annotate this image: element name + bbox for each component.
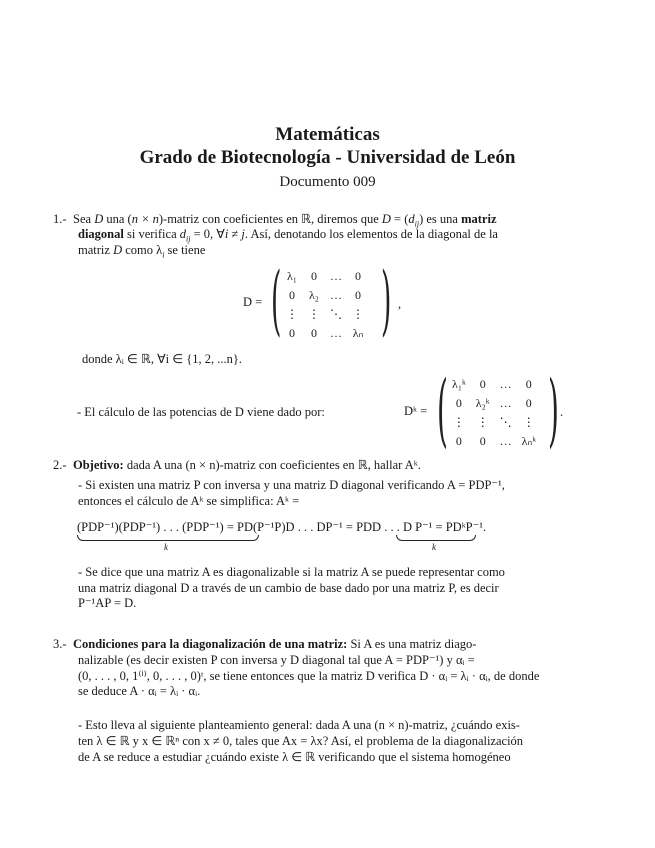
matrix-cell: λₙᵏ	[521, 434, 536, 448]
matrix-cell: λ₂	[308, 288, 319, 302]
section-1-line-1: Sea D una (n × n)-matriz con coeficientes en ℝ, diremos que $D = (d_{ij})$ es una matriz	[73, 212, 497, 229]
underbrace-right	[396, 535, 476, 541]
matrix-cell: ⋮	[522, 415, 535, 429]
matrix-dk	[447, 375, 541, 451]
matrix-cell: …	[499, 377, 512, 391]
matrix-cell: …	[330, 326, 342, 340]
matrix-cell: 0	[355, 288, 361, 302]
matrix-cell: ⋮	[476, 415, 489, 429]
matrix-cell: ⋮	[308, 307, 320, 321]
matrix-row	[447, 432, 541, 451]
matrix-cell: λ₁ᵏ	[452, 377, 466, 391]
equation-line: (PDP⁻¹)(PDP⁻¹) . . . (PDP⁻¹) = PD(P⁻¹P)D . . . DP⁻¹ = PDD . . . D P⁻¹ = PDᵏP⁻¹.	[77, 520, 487, 534]
matrix-row	[447, 375, 541, 394]
right-paren: )	[548, 363, 559, 456]
section-3-line-1: Condiciones para la diagonalización de una matriz: Si A es una matriz diago-	[73, 637, 477, 651]
matrix-cell: …	[499, 396, 512, 410]
matrix-cell: …	[330, 288, 342, 302]
matrix-row	[281, 324, 369, 343]
matrix-cell: 0	[479, 377, 486, 391]
matrix-cell: λ₁	[286, 269, 297, 283]
section-3-m1: - Esto lleva al siguiente planteamiento general: dada A una (n × n)-matriz, ¿cuándo exis-	[78, 718, 520, 732]
matrix-d-comma: ,	[398, 297, 402, 311]
underbrace-k-right: k	[432, 542, 436, 552]
section-3-m3: de A se reduce a estudiar ¿cuándo existe λ ∈ ℝ verificando que el sistema homogéneo	[78, 750, 511, 764]
matrix-cell: 0	[525, 396, 532, 410]
section-1-number: 1.-	[53, 212, 67, 226]
right-paren: )	[381, 255, 392, 344]
section-1-line-3: matriz D como $\lambda_i$ se tiene	[78, 243, 206, 260]
matrix-row	[281, 305, 369, 324]
section-3-line-2: nalizable (es decir existen P con inversa y D diagonal tal que A = PDP⁻¹) y αᵢ =	[78, 653, 475, 667]
section-2-number: 2.-	[53, 458, 67, 472]
section-3-m2: ten λ ∈ ℝ y x ∈ ℝⁿ con x ≠ 0, tales que Ax = λx? Así, el problema de la diagonalización	[78, 734, 524, 748]
matrix-row	[281, 286, 369, 305]
matrix-cell: 0	[311, 269, 317, 283]
matrix-d-label: D =	[243, 295, 263, 309]
matrix-cell: λₙ	[352, 326, 364, 340]
section-2-q1: - Se dice que una matriz A es diagonalizable si la matriz A se puede representar como	[78, 565, 505, 579]
underbrace-left	[77, 535, 259, 541]
page-title: Matemáticas	[275, 124, 380, 145]
matrix-cell: ⋮	[286, 307, 298, 321]
matrix-cell: 0	[525, 377, 532, 391]
matrix-cell: 0	[289, 288, 295, 302]
left-paren: (	[437, 363, 448, 456]
matrix-cell: ⋱	[330, 307, 342, 321]
matrix-cell: λ₂ᵏ	[475, 396, 490, 410]
matrix-cell: 0	[455, 434, 462, 448]
matrix-cell: 0	[455, 396, 462, 410]
matrix-d	[281, 267, 369, 343]
section-2-p1: - Si existen una matriz P con inversa y una matriz D diagonal verificando A = PDP⁻¹,	[78, 478, 505, 492]
powers-line: - El cálculo de las potencias de D viene dado por:	[77, 405, 325, 419]
matrix-cell: ⋮	[352, 307, 364, 321]
page-subtitle: Grado de Biotecnología - Universidad de León	[139, 147, 516, 168]
matrix-cell: ⋱	[499, 415, 512, 429]
matrix-cell: 0	[355, 269, 361, 283]
matrix-row	[281, 267, 369, 286]
section-3-line-4: se deduce A · αᵢ = λᵢ · αᵢ.	[78, 684, 201, 698]
section-2-q3: P⁻¹AP = D.	[78, 596, 137, 610]
underbrace-k-left: k	[164, 542, 168, 552]
section-3-number: 3.-	[53, 637, 67, 651]
left-paren: (	[271, 255, 282, 344]
matrix-cell: 0	[289, 326, 295, 340]
matrix-cell: …	[499, 434, 512, 448]
section-2-line-1: Objetivo: dada A una (n × n)-matriz con coeficientes en ℝ, hallar Aᵏ.	[73, 458, 421, 472]
matrix-dk-period: .	[560, 405, 564, 419]
document-number: Documento 009	[279, 174, 376, 190]
matrix-cell: ⋮	[452, 415, 465, 429]
matrix-cell: …	[330, 269, 342, 283]
matrix-row	[447, 413, 541, 432]
matrix-dk-label: Dᵏ =	[404, 404, 428, 418]
section-3-line-3: (0, . . . , 0, 1⁽ⁱ⁾, 0, . . . , 0)ᵗ, se tiene entonces que la matriz D verifica D · αᵢ = λᵢ · αᵢ, de donde	[78, 669, 540, 683]
matrix-cell: 0	[479, 434, 486, 448]
matrix-cell: 0	[311, 326, 317, 340]
section-1-line-2: diagonal si verifica $d_{ij} = 0$, ∀i ≠ j. Así, denotando los elementos de la diagonal de la	[78, 227, 498, 244]
matrix-row	[447, 394, 541, 413]
section-2-q2: una matriz diagonal D a través de un cambio de base dado por una matriz P, es decir	[78, 581, 499, 595]
donde-line: donde λᵢ ∈ ℝ, ∀i ∈ {1, 2, ...n}.	[82, 352, 242, 366]
section-2-p2: entonces el cálculo de Aᵏ se simplifica: Aᵏ =	[78, 494, 300, 508]
